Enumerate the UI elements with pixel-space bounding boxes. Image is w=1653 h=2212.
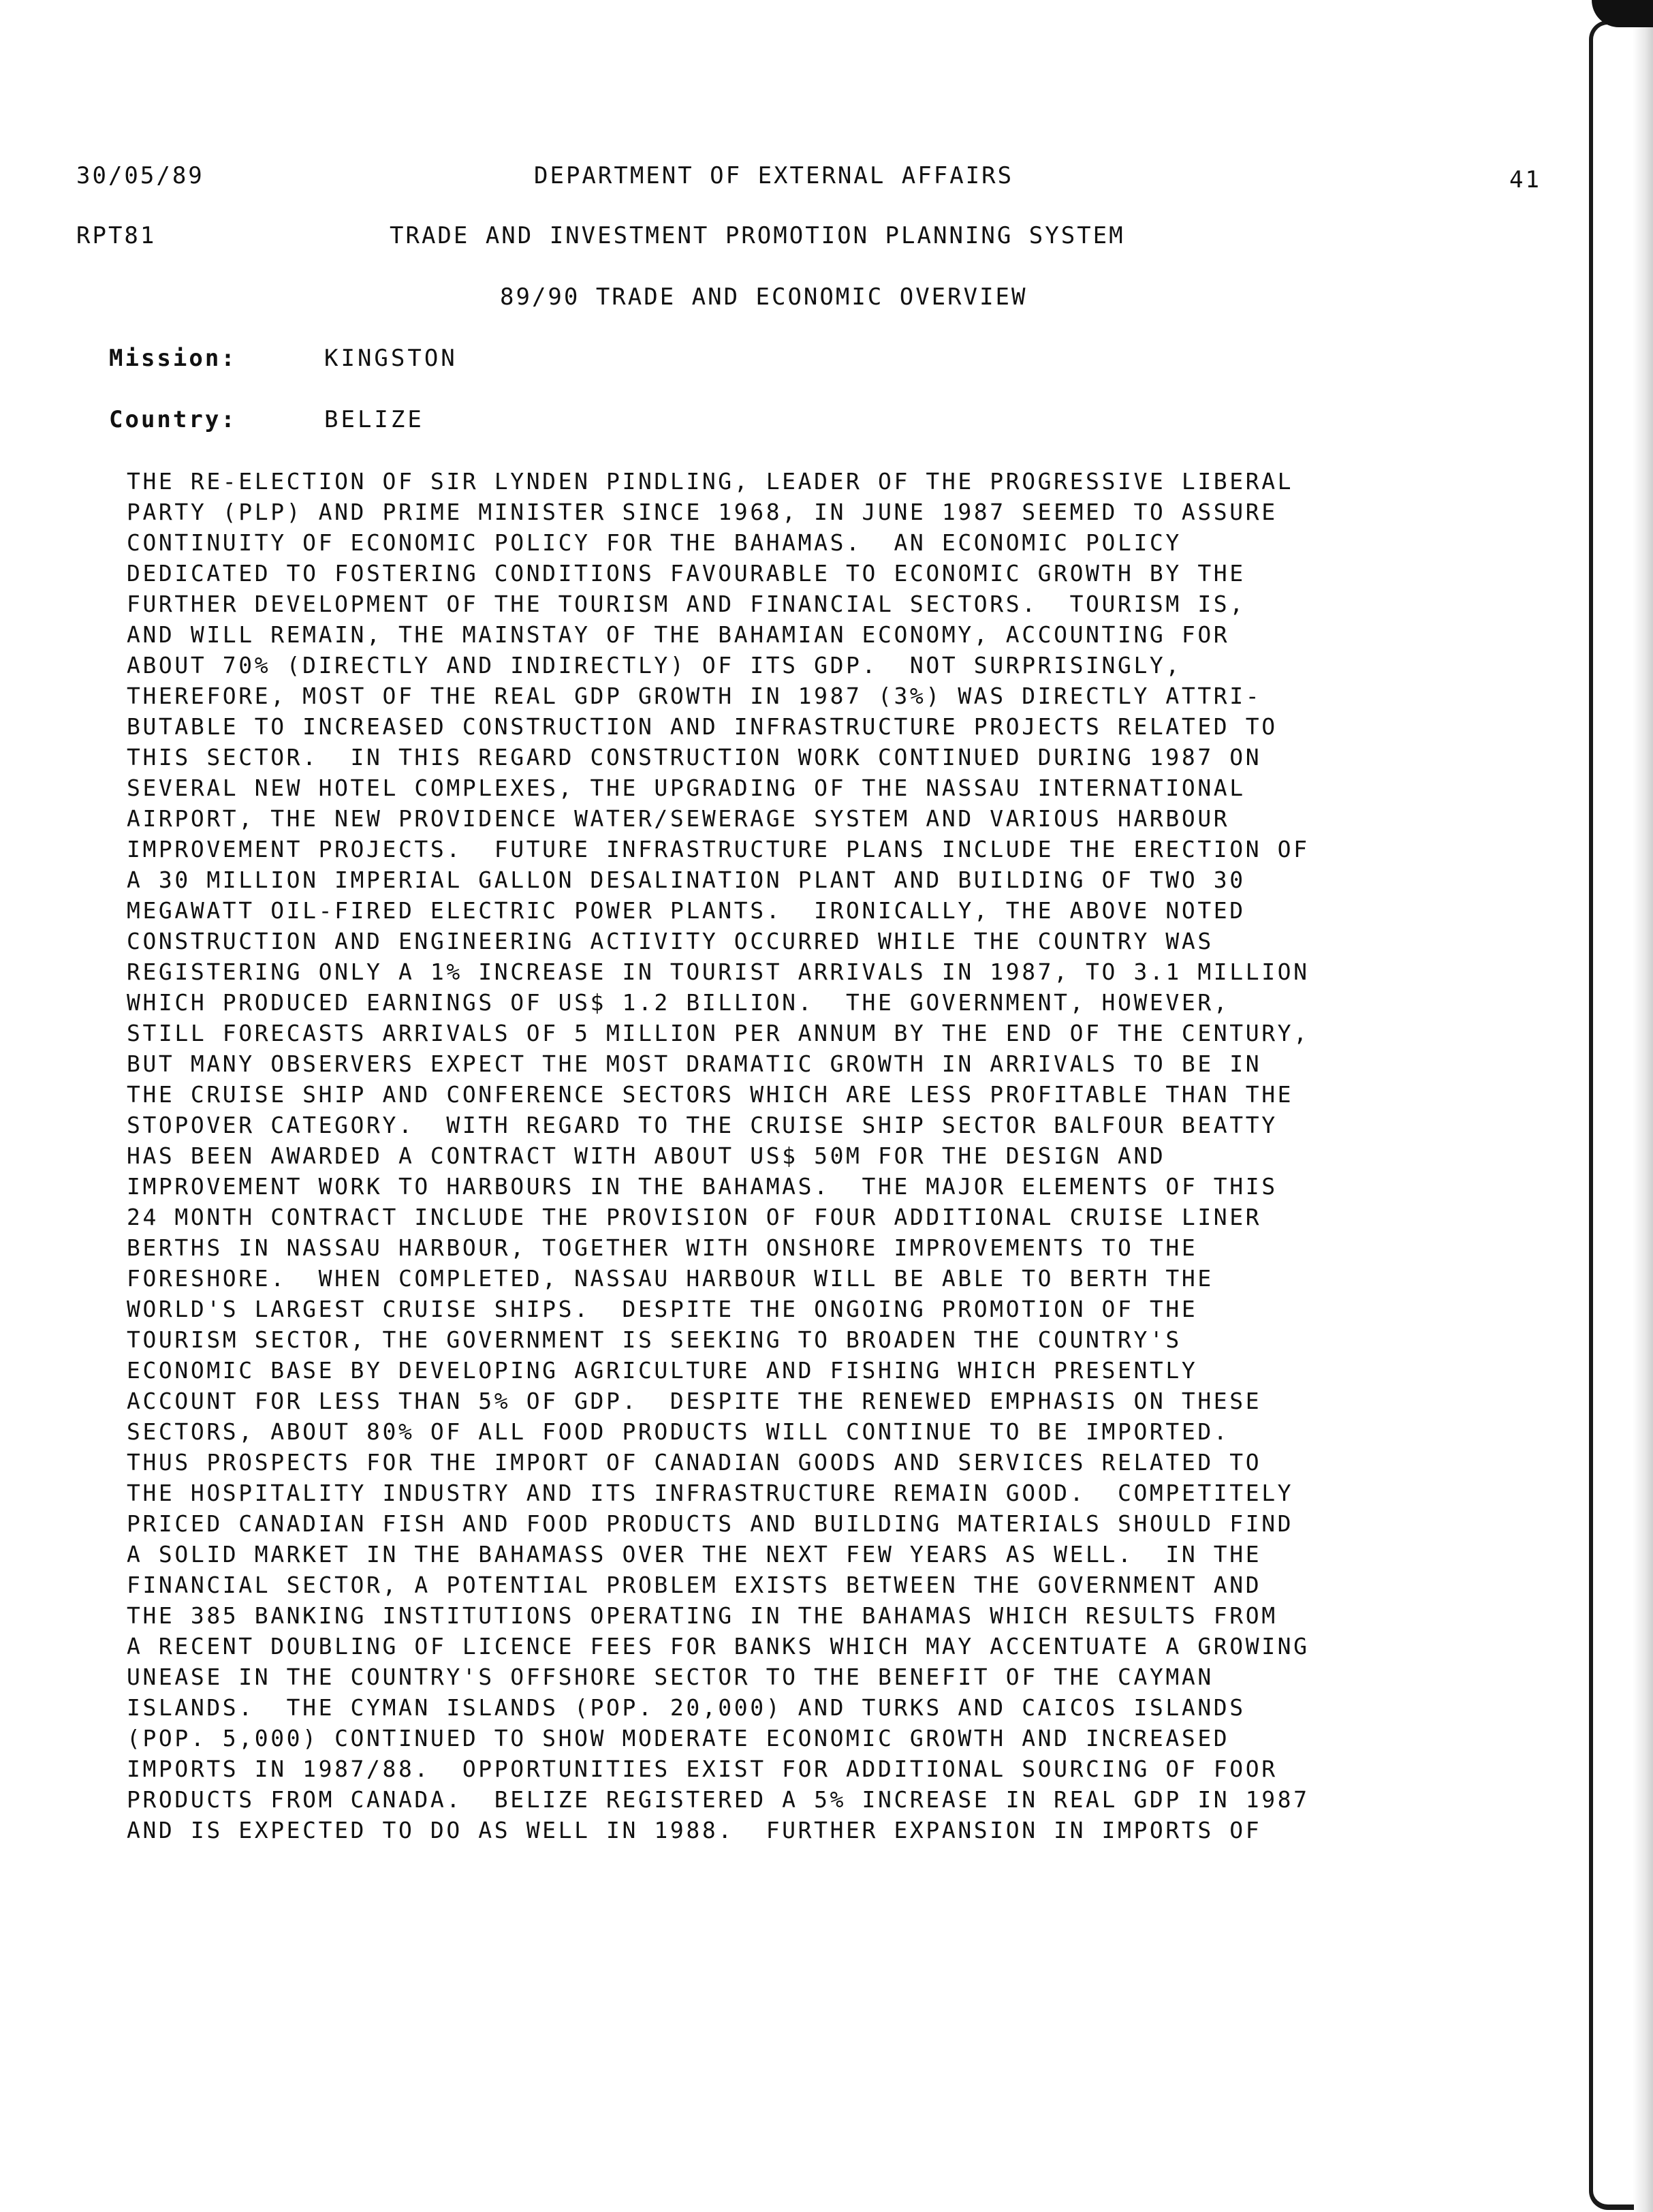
country-value: BELIZE — [324, 406, 424, 433]
body-line: 24 MONTH CONTRACT INCLUDE THE PROVISION OF FOUR ADDITIONAL CRUISE LINER — [127, 1204, 1262, 1230]
system-title: TRADE AND INVESTMENT PROMOTION PLANNING SYSTEM — [390, 222, 1125, 249]
body-line: PRODUCTS FROM CANADA. BELIZE REGISTERED A 5% INCREASE IN REAL GDP IN 1987 — [127, 1786, 1310, 1813]
body-line: ACCOUNT FOR LESS THAN 5% OF GDP. DESPITE THE RENEWED EMPHASIS ON THESE — [127, 1388, 1262, 1414]
body-line: THE CRUISE SHIP AND CONFERENCE SECTORS WHICH ARE LESS PROFITABLE THAN THE — [127, 1081, 1294, 1108]
mission-value: KINGSTON — [324, 345, 458, 372]
body-line: AND WILL REMAIN, THE MAINSTAY OF THE BAHAMIAN ECONOMY, ACCOUNTING FOR — [127, 621, 1230, 648]
mission-label: Mission: — [109, 345, 237, 372]
page-binding-shadow — [1633, 0, 1653, 2212]
body-line: BUTABLE TO INCREASED CONSTRUCTION AND INFRASTRUCTURE PROJECTS RELATED TO — [127, 713, 1278, 740]
body-line: PRICED CANADIAN FISH AND FOOD PRODUCTS AND BUILDING MATERIALS SHOULD FIND — [127, 1510, 1294, 1537]
body-line: BERTHS IN NASSAU HARBOUR, TOGETHER WITH ONSHORE IMPROVEMENTS TO THE — [127, 1234, 1198, 1261]
body-line: HAS BEEN AWARDED A CONTRACT WITH ABOUT US$ 50M FOR THE DESIGN AND — [127, 1142, 1166, 1169]
overview-body-text — [127, 466, 1489, 1845]
body-line: THE RE-ELECTION OF SIR LYNDEN PINDLING, LEADER OF THE PROGRESSIVE LIBERAL — [127, 468, 1294, 495]
body-line: MEGAWATT OIL-FIRED ELECTRIC POWER PLANTS. IRONICALLY, THE ABOVE NOTED — [127, 897, 1246, 924]
body-line: AIRPORT, THE NEW PROVIDENCE WATER/SEWERAGE SYSTEM AND VARIOUS HARBOUR — [127, 805, 1230, 832]
body-line: CONSTRUCTION AND ENGINEERING ACTIVITY OCCURRED WHILE THE COUNTRY WAS — [127, 928, 1214, 954]
body-line: FORESHORE. WHEN COMPLETED, NASSAU HARBOUR WILL BE ABLE TO BERTH THE — [127, 1265, 1214, 1292]
body-line: IMPROVEMENT WORK TO HARBOURS IN THE BAHAMAS. THE MAJOR ELEMENTS OF THIS — [127, 1173, 1278, 1200]
body-line: UNEASE IN THE COUNTRY'S OFFSHORE SECTOR TO THE BENEFIT OF THE CAYMAN — [127, 1664, 1214, 1690]
page-binding-edge — [1589, 20, 1634, 2210]
body-line: CONTINUITY OF ECONOMIC POLICY FOR THE BAHAMAS. AN ECONOMIC POLICY — [127, 529, 1182, 556]
body-line: BUT MANY OBSERVERS EXPECT THE MOST DRAMATIC GROWTH IN ARRIVALS TO BE IN — [127, 1050, 1262, 1077]
body-line: DEDICATED TO FOSTERING CONDITIONS FAVOURABLE TO ECONOMIC GROWTH BY THE — [127, 560, 1246, 587]
report-code: RPT81 — [76, 222, 157, 249]
body-line: A 30 MILLION IMPERIAL GALLON DESALINATION PLANT AND BUILDING OF TWO 30 — [127, 867, 1246, 893]
body-line: SEVERAL NEW HOTEL COMPLEXES, THE UPGRADING OF THE NASSAU INTERNATIONAL — [127, 775, 1246, 801]
overview-title: 89/90 TRADE AND ECONOMIC OVERVIEW — [500, 283, 1028, 311]
body-line: IMPORTS IN 1987/88. OPPORTUNITIES EXIST FOR ADDITIONAL SOURCING OF FOOR — [127, 1756, 1278, 1782]
body-line: FINANCIAL SECTOR, A POTENTIAL PROBLEM EXISTS BETWEEN THE GOVERNMENT AND — [127, 1572, 1262, 1598]
page-number: 41 — [1509, 166, 1541, 193]
report-date: 30/05/89 — [76, 162, 204, 189]
body-line: WHICH PRODUCED EARNINGS OF US$ 1.2 BILLION. THE GOVERNMENT, HOWEVER, — [127, 989, 1230, 1016]
body-line: WORLD'S LARGEST CRUISE SHIPS. DESPITE THE ONGOING PROMOTION OF THE — [127, 1296, 1198, 1322]
body-line: SECTORS, ABOUT 80% OF ALL FOOD PRODUCTS WILL CONTINUE TO BE IMPORTED. — [127, 1418, 1230, 1445]
body-line: THE HOSPITALITY INDUSTRY AND ITS INFRASTRUCTURE REMAIN GOOD. COMPETITELY — [127, 1480, 1294, 1506]
body-line: STILL FORECASTS ARRIVALS OF 5 MILLION PER ANNUM BY THE END OF THE CENTURY, — [127, 1020, 1310, 1046]
body-line: REGISTERING ONLY A 1% INCREASE IN TOURIST ARRIVALS IN 1987, TO 3.1 MILLION — [127, 959, 1310, 985]
body-line: ABOUT 70% (DIRECTLY AND INDIRECTLY) OF ITS GDP. NOT SURPRISINGLY, — [127, 652, 1182, 679]
country-label: Country: — [109, 406, 237, 433]
body-line: AND IS EXPECTED TO DO AS WELL IN 1988. FURTHER EXPANSION IN IMPORTS OF — [127, 1817, 1262, 1843]
body-line: PARTY (PLP) AND PRIME MINISTER SINCE 1968, IN JUNE 1987 SEEMED TO ASSURE — [127, 499, 1278, 525]
body-line: THE 385 BANKING INSTITUTIONS OPERATING IN THE BAHAMAS WHICH RESULTS FROM — [127, 1602, 1278, 1629]
body-line: IMPROVEMENT PROJECTS. FUTURE INFRASTRUCTURE PLANS INCLUDE THE ERECTION OF — [127, 836, 1310, 862]
body-line: THIS SECTOR. IN THIS REGARD CONSTRUCTION WORK CONTINUED DURING 1987 ON — [127, 744, 1262, 770]
body-line: THUS PROSPECTS FOR THE IMPORT OF CANADIAN GOODS AND SERVICES RELATED TO — [127, 1449, 1262, 1476]
body-line: A SOLID MARKET IN THE BAHAMASS OVER THE NEXT FEW YEARS AS WELL. IN THE — [127, 1541, 1262, 1568]
body-line: FURTHER DEVELOPMENT OF THE TOURISM AND FINANCIAL SECTORS. TOURISM IS, — [127, 591, 1246, 617]
body-line: STOPOVER CATEGORY. WITH REGARD TO THE CRUISE SHIP SECTOR BALFOUR BEATTY — [127, 1112, 1278, 1138]
body-line: TOURISM SECTOR, THE GOVERNMENT IS SEEKING TO BROADEN THE COUNTRY'S — [127, 1326, 1182, 1353]
body-line: THEREFORE, MOST OF THE REAL GDP GROWTH IN 1987 (3%) WAS DIRECTLY ATTRI- — [127, 683, 1262, 709]
department-title: DEPARTMENT OF EXTERNAL AFFAIRS — [534, 162, 1014, 189]
body-line: ISLANDS. THE CYMAN ISLANDS (POP. 20,000) AND TURKS AND CAICOS ISLANDS — [127, 1694, 1246, 1721]
body-line: A RECENT DOUBLING OF LICENCE FEES FOR BANKS WHICH MAY ACCENTUATE A GROWING — [127, 1633, 1310, 1660]
body-line: (POP. 5,000) CONTINUED TO SHOW MODERATE ECONOMIC GROWTH AND INCREASED — [127, 1725, 1230, 1751]
body-line: ECONOMIC BASE BY DEVELOPING AGRICULTURE AND FISHING WHICH PRESENTLY — [127, 1357, 1198, 1384]
